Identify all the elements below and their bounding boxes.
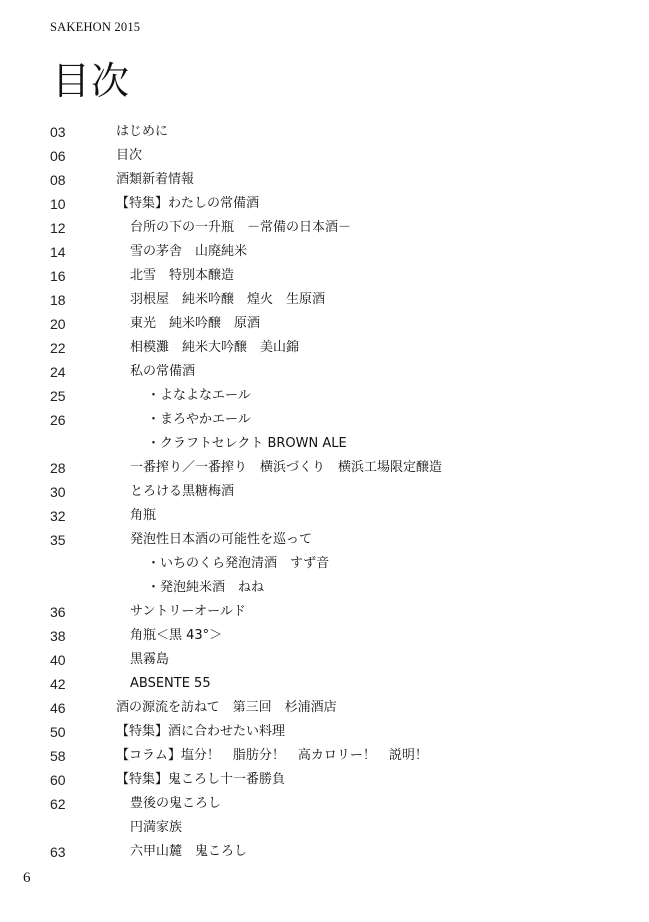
toc-row — [0, 600, 649, 624]
toc-page-number: 22 — [50, 340, 66, 356]
toc-entry-title: ・クラフトセレクト BROWN ALE — [147, 436, 347, 451]
toc-entry-title: 円満家族 — [130, 820, 183, 835]
toc-entry-title: 発泡性日本酒の可能性を巡って — [130, 532, 313, 547]
toc-row — [0, 816, 649, 840]
toc-page-number: 60 — [50, 772, 66, 788]
toc-entry-title: 黒霧島 — [130, 652, 170, 667]
toc-page-number: 20 — [50, 316, 66, 332]
toc-entry-title: 酒の源流を訪ねて 第三回 杉浦酒店 — [116, 700, 337, 715]
toc-row — [0, 696, 649, 720]
toc-page-number: 24 — [50, 364, 66, 380]
page-number: 6 — [23, 870, 31, 886]
toc-page-number: 08 — [50, 172, 66, 188]
toc-entry-title: はじめに — [116, 124, 169, 139]
toc-row — [0, 648, 649, 672]
toc-row — [0, 744, 649, 768]
toc-entry-title: ・いちのくら発泡清酒 すず音 — [147, 556, 330, 571]
toc-row — [0, 432, 649, 456]
toc-entry-title: ・発泡純米酒 ねね — [147, 580, 265, 595]
toc-entry-title: 相模灘 純米大吟醸 美山錦 — [130, 340, 300, 355]
toc-row — [0, 576, 649, 600]
toc-row — [0, 456, 649, 480]
toc-row — [0, 720, 649, 744]
toc-page-number: 12 — [50, 220, 66, 236]
toc-entry-title: 豊後の鬼ころし — [130, 796, 222, 811]
toc-row — [0, 840, 649, 864]
toc-entry-title: 雪の茅舎 山廃純米 — [130, 244, 248, 259]
toc-row — [0, 552, 649, 576]
toc-row — [0, 240, 649, 264]
toc-page-number: 25 — [50, 388, 66, 404]
toc-page-number: 50 — [50, 724, 66, 740]
toc-entry-title: ・よなよなエール — [147, 388, 251, 403]
toc-page-number: 30 — [50, 484, 66, 500]
toc-page-number: 35 — [50, 532, 66, 548]
toc-row — [0, 216, 649, 240]
toc-page-number: 46 — [50, 700, 66, 716]
toc-row — [0, 288, 649, 312]
toc-page-number: 42 — [50, 676, 66, 692]
toc-row — [0, 360, 649, 384]
toc-entry-title: 角瓶＜黒 43°＞ — [130, 628, 223, 643]
toc-entry-title: ABSENTE 55 — [130, 676, 211, 691]
toc-page-number: 10 — [50, 196, 66, 212]
toc-page-number: 14 — [50, 244, 66, 260]
toc-entry-title: 【特集】鬼ころし十一番勝負 — [116, 772, 286, 787]
toc-page-number: 03 — [50, 124, 66, 140]
toc-row — [0, 144, 649, 168]
toc-row — [0, 768, 649, 792]
toc-entry-title: 【特集】酒に合わせたい料理 — [116, 724, 286, 739]
toc-entry-title: 目次 — [116, 148, 143, 163]
toc-entry-title: 東光 純米吟醸 原酒 — [130, 316, 261, 331]
toc-entry-title: とろける黒糖梅酒 — [130, 484, 235, 499]
toc-entry-title: 【特集】わたしの常備酒 — [116, 196, 260, 211]
toc-entry-title: 角瓶 — [130, 508, 157, 523]
toc-row — [0, 120, 649, 144]
toc-page-number: 32 — [50, 508, 66, 524]
toc-row — [0, 168, 649, 192]
page-title: 目次 — [52, 59, 131, 103]
toc-page-number: 16 — [50, 268, 66, 284]
toc-row — [0, 624, 649, 648]
toc-page-number: 40 — [50, 652, 66, 668]
toc-row — [0, 264, 649, 288]
toc-entry-title: 一番搾り／一番搾り 横浜づくり 横浜工場限定醸造 — [130, 460, 443, 475]
toc-entry-title: 六甲山麓 鬼ころし — [130, 844, 248, 859]
toc-page-number: 38 — [50, 628, 66, 644]
toc-page-number: 26 — [50, 412, 66, 428]
toc-page-number: 58 — [50, 748, 66, 764]
publication-header: SAKEHON 2015 — [50, 20, 141, 34]
toc-entry-title: 羽根屋 純米吟醸 煌火 生原酒 — [130, 292, 326, 307]
toc-entry-title: 北雪 特別本醸造 — [130, 268, 235, 283]
toc-row — [0, 312, 649, 336]
toc-row — [0, 384, 649, 408]
toc-page-number: 36 — [50, 604, 66, 620]
toc-page-number: 28 — [50, 460, 66, 476]
toc-entry-title: 酒類新着情報 — [116, 172, 195, 187]
toc-page-number: 06 — [50, 148, 66, 164]
toc-row — [0, 528, 649, 552]
toc-page-number: 63 — [50, 844, 66, 860]
toc-row — [0, 192, 649, 216]
toc-entry-title: サントリーオールド — [130, 604, 246, 619]
toc-row — [0, 336, 649, 360]
toc-page-number: 62 — [50, 796, 66, 812]
toc-row — [0, 408, 649, 432]
toc-entry-title: 【コラム】塩分！ 脂肪分！ 高カロリー！ 説明！ — [116, 748, 428, 763]
toc-row — [0, 672, 649, 696]
toc-page-number: 18 — [50, 292, 66, 308]
toc-row — [0, 504, 649, 528]
toc-row — [0, 480, 649, 504]
toc-row — [0, 792, 649, 816]
toc-entry-title: 私の常備酒 — [130, 364, 196, 379]
toc-entry-title: 台所の下の一升瓶 －常備の日本酒－ — [130, 220, 352, 235]
toc-entry-title: ・まろやかエール — [147, 412, 251, 427]
